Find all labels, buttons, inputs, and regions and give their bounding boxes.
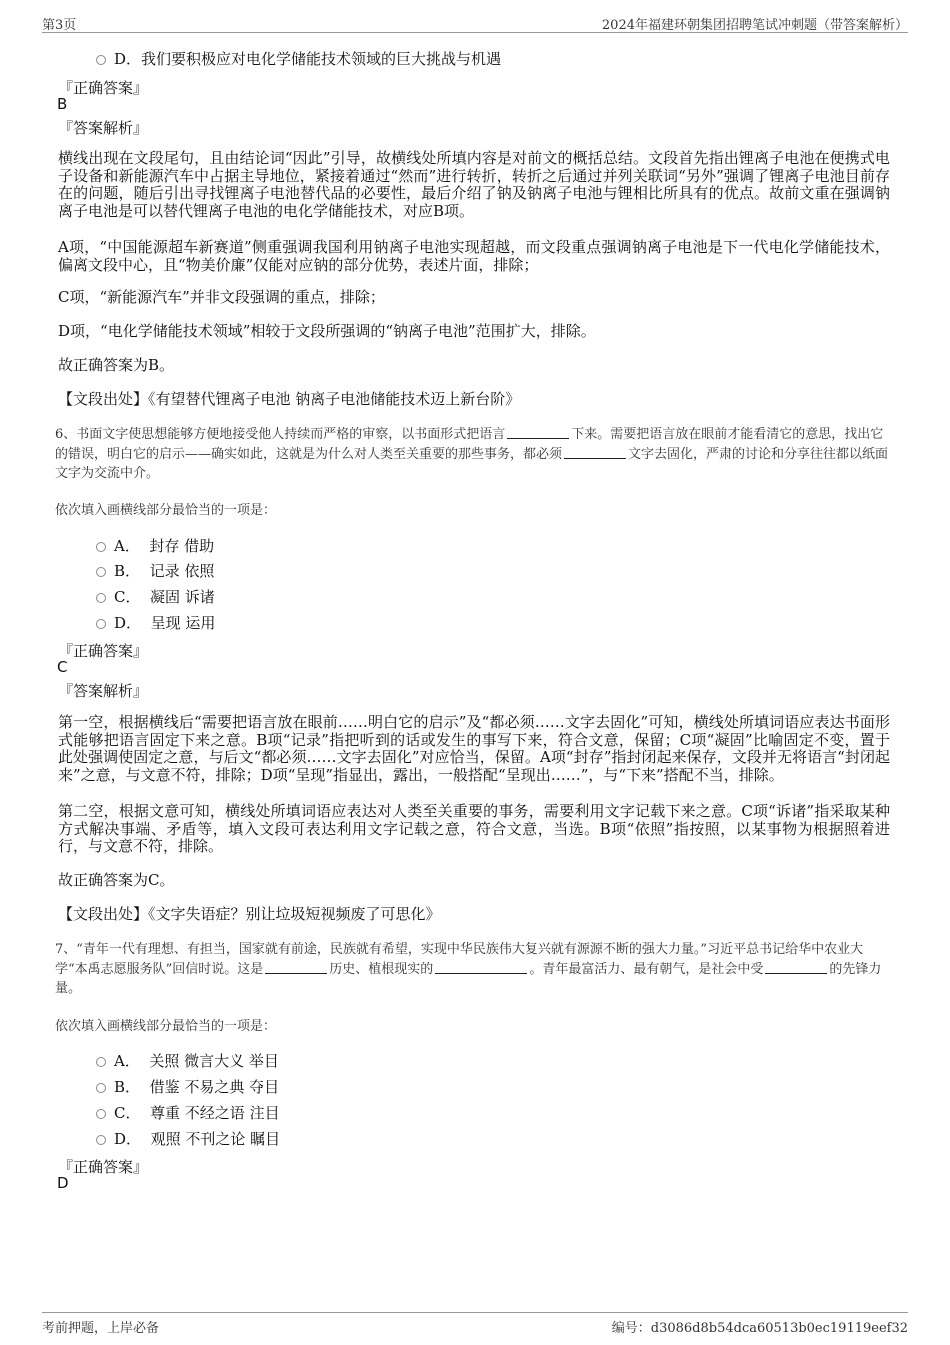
q5-answer-label: 『正确答案』 [58,79,149,97]
radio-icon[interactable] [96,1083,106,1093]
page-number: 第3页 [42,18,77,33]
q5-source: 【文段出处】《有望替代锂离子电池 钠离子电池储能技术迈上新台阶》 [58,390,521,408]
q6-answer-label: 『正确答案』 [58,642,149,660]
radio-icon[interactable] [96,55,106,65]
blank [507,426,569,439]
q6-option-c[interactable]: C． 凝固 诉诸 [96,586,215,607]
q5-analysis-para-1: 横线出现在文段尾句，且由结论词“因此”引导，故横线处所填内容是对前文的概括总结。文段首先指出锂离子电池在便携式电子设备和新能源汽车中占据主导地位，紧接着通过“然而”进行转折，转折之后通过并列关联词“另外”强调了锂离子电池目前存在的问题，随后引出寻找锂离子电池替代品的必要性，最后介绍了钠及钠离子电池与锂相比所具有的优点。故前文重在强调钠离子电池是可以替代锂离子电池的电化学储能技术，对应B项。 [58,149,890,220]
q5-analysis-para-4: D项，“电化学储能技术领域”相较于文段所强调的“钠离子电池”范围扩大，排除。 [58,322,596,340]
blank [265,961,327,974]
q7-stem: 7、“青年一代有理想、有担当，国家就有前途，民族就有希望，实现中华民族伟大复兴就有源源不断的强大力量。”习近平总书记给华中农业大学“本禹志愿服务队”回信时说。这是 历史、植根现实的 。青年最富活力、最有朝气，是社会中受 的先锋力量。 [55,942,882,996]
q5-analysis-para-3: C项，“新能源汽车”并非文段强调的重点，排除； [58,288,385,306]
q6-analysis-label: 『答案解析』 [58,682,149,700]
q6-conclusion: 故正确答案为C。 [58,871,175,889]
q6-option-d[interactable]: D． 呈现 运用 [96,612,215,633]
q7-answer: D [57,1174,69,1192]
radio-icon[interactable] [96,593,106,603]
page-header [42,12,908,33]
q5-conclusion: 故正确答案为B。 [58,356,175,374]
radio-icon[interactable] [96,1057,106,1067]
radio-icon[interactable] [96,542,106,552]
radio-icon[interactable] [96,1109,106,1119]
q5-analysis-para-2: A项，“中国能源超车新赛道”侧重强调我国利用钠离子电池实现超越，而文段重点强调钠离子电池是下一代电化学储能技术，偏离文段中心，且“物美价廉”仅能对应钠的部分优势，表述片面，排除； [58,238,890,274]
q7-option-c[interactable]: C． 尊重 不经之语 注目 [96,1102,280,1123]
q7-option-a[interactable]: A． 关照 微言大义 举目 [96,1050,279,1071]
q6-source: 【文段出处】《文字失语症？别让垃圾短视频废了可思化》 [58,905,441,923]
document-title: 2024年福建环朝集团招聘笔试冲刺题（带答案解析） [601,18,908,33]
blank [765,961,827,974]
q5-option-d[interactable]: D．我们要积极应对电化学储能技术领域的巨大挑战与机遇 [96,48,501,69]
radio-icon[interactable] [96,1135,106,1145]
q6-stem: 6、书面文字使思想能够方便地接受他人持续而严格的审察，以书面形式把语言 下来。需要把语言放在眼前才能看清它的意思，找出它的错误，明白它的启示——确实如此，这就是为什么对人类至关重要的那些事务，都必须 文字去固化，严肃的讨论和分享往往都以纸面文字为交流中介。 [55,427,889,481]
blank [435,961,527,974]
q7-hint: 依次填入画横线部分最恰当的一项是： [55,1019,277,1034]
footer-slogan: 考前押题，上岸必备 [42,1321,160,1336]
q7-option-d[interactable]: D． 观照 不刊之论 瞩目 [96,1128,280,1149]
blank [564,446,626,459]
q6-analysis-para-1: 第一空，根据横线后“需要把语言放在眼前……明白它的启示”及“都必须……文字去固化”可知，横线处所填词语应表达书面形式能够把语言固定下来之意。B项“记录”指把听到的话或发生的事写下来，符合文意，保留；C项“凝固”比喻固定不变，置于此处强调使固定之意，与后文“都必须……文字去固化”对应恰当，保留。A项“封存”指封闭起来保存，文段并无将语言“封闭起来”之意，与文意不符，排除；D项“呈现”指显出，露出，一般搭配“呈现出……”，与“下来”搭配不当，排除。 [58,713,890,784]
q5-analysis-label: 『答案解析』 [58,119,149,137]
document-id: 编号：d3086d8b54dca60513b0ec19119eef32 [611,1321,908,1336]
radio-icon[interactable] [96,619,106,629]
q7-option-b[interactable]: B． 借鉴 不易之典 夺目 [96,1076,279,1097]
q7-answer-label: 『正确答案』 [58,1158,149,1176]
q6-answer: C [57,658,68,676]
q6-option-b[interactable]: B． 记录 依照 [96,560,214,581]
page-footer [42,1312,908,1336]
q5-answer: B [57,95,68,113]
q6-analysis-para-2: 第二空，根据文意可知，横线处所填词语应表达对人类至关重要的事务，需要利用文字记载下来之意。C项“诉诸”指采取某种方式解决事端、矛盾等，填入文段可表达利用文字记载之意，符合文意，当选。B项“依照”指按照，以某事物为根据照着进行，与文意不符，排除。 [58,802,890,855]
q6-hint: 依次填入画横线部分最恰当的一项是： [55,503,277,518]
q6-option-a[interactable]: A． 封存 借助 [96,535,214,556]
radio-icon[interactable] [96,567,106,577]
